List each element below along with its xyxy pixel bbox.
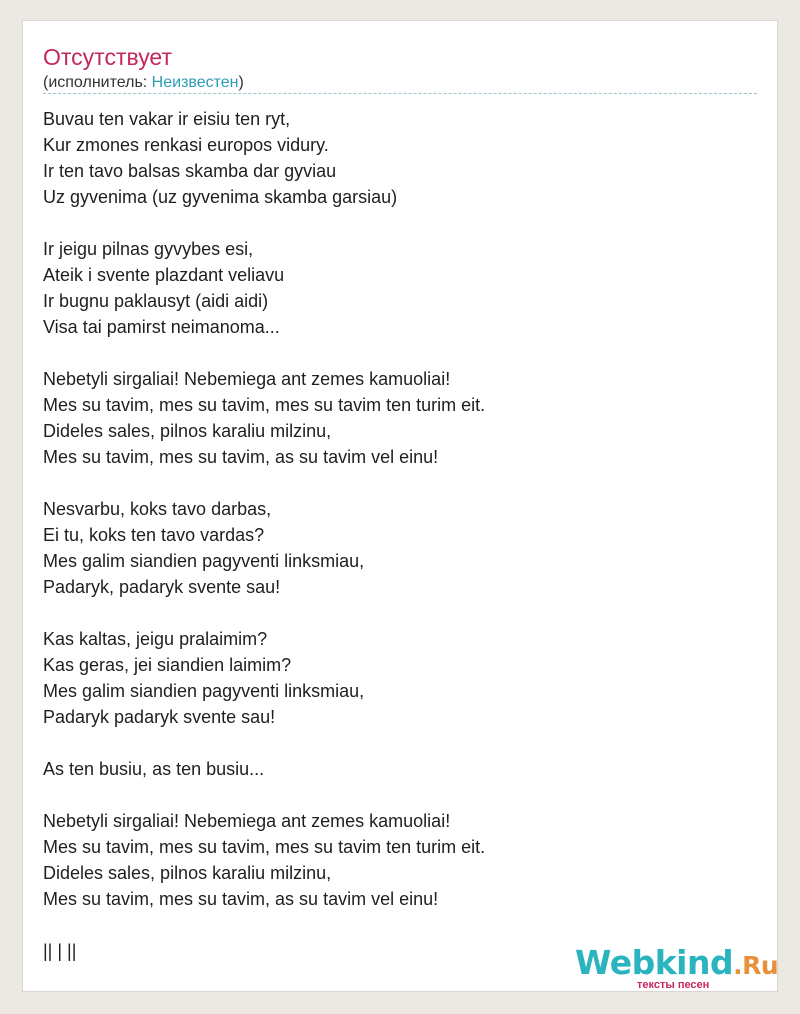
lyric-line: Mes su tavim, mes su tavim, as su tavim vel einu! xyxy=(43,889,439,909)
lyric-line: Kas geras, jei siandien laimim? xyxy=(43,655,292,675)
header-divider xyxy=(43,93,757,94)
lyrics-body xyxy=(43,106,743,938)
stanza xyxy=(43,236,743,340)
lyric-line: Mes galim siandien pagyventi linksmiau, xyxy=(43,551,365,571)
artist-line xyxy=(43,73,244,93)
lyric-line: Ir jeigu pilnas gyvybes esi, xyxy=(43,239,254,259)
lyric-line: Ir ten tavo balsas skamba dar gyviau xyxy=(43,161,337,181)
lyric-line: Dideles sales, pilnos karaliu milzinu, xyxy=(43,863,332,883)
lyric-line: Mes su tavim, mes su tavim, mes su tavim ten turim eit. xyxy=(43,837,486,857)
artist-suffix: ) xyxy=(238,74,244,91)
lyric-line: Nebetyli sirgaliai! Nebemiega ant zemes kamuoliai! xyxy=(43,811,451,831)
stanza xyxy=(43,756,743,782)
lyric-line: Kas kaltas, jeigu pralaimim? xyxy=(43,629,268,649)
lyrics-footer-mark: || | || xyxy=(43,941,77,961)
lyric-line: Mes galim siandien pagyventi linksmiau, xyxy=(43,681,365,701)
lyric-line: Kur zmones renkasi europos vidury. xyxy=(43,135,329,155)
lyric-line: Ateik i svente plazdant veliavu xyxy=(43,265,285,285)
lyric-line: Ir bugnu paklausyt (aidi aidi) xyxy=(43,291,269,311)
logo-tagline: тексты песен xyxy=(637,979,710,991)
lyric-line: Uz gyvenima (uz gyvenima skamba garsiau) xyxy=(43,187,398,207)
site-logo[interactable] xyxy=(575,943,779,991)
stanza xyxy=(43,106,743,210)
lyric-line: Buvau ten vakar ir eisiu ten ryt, xyxy=(43,109,291,129)
lyrics-card xyxy=(22,20,778,992)
lyric-line: Dideles sales, pilnos karaliu milzinu, xyxy=(43,421,332,441)
stanza xyxy=(43,496,743,600)
lyric-line: Nesvarbu, koks tavo darbas, xyxy=(43,499,272,519)
lyric-line: Mes su tavim, mes su tavim, as su tavim vel einu! xyxy=(43,447,439,467)
logo-word: Webkind xyxy=(575,943,734,982)
artist-prefix: (исполнитель: xyxy=(43,74,152,91)
stanza xyxy=(43,626,743,730)
lyric-line: Padaryk padaryk svente sau! xyxy=(43,707,276,727)
logo-suffix: .Ru xyxy=(733,951,779,980)
lyric-line: Padaryk, padaryk svente sau! xyxy=(43,577,281,597)
artist-link[interactable]: Неизвестен xyxy=(151,74,239,91)
lyric-line: As ten busiu, as ten busiu... xyxy=(43,759,265,779)
stanza xyxy=(43,808,743,912)
stanza xyxy=(43,366,743,470)
lyric-line: Ei tu, koks ten tavo vardas? xyxy=(43,525,265,545)
lyric-line: Nebetyli sirgaliai! Nebemiega ant zemes kamuoliai! xyxy=(43,369,451,389)
lyric-line: Mes su tavim, mes su tavim, mes su tavim ten turim eit. xyxy=(43,395,486,415)
lyric-line: Visa tai pamirst neimanoma... xyxy=(43,317,280,337)
song-title: Отсутствует xyxy=(43,44,172,70)
